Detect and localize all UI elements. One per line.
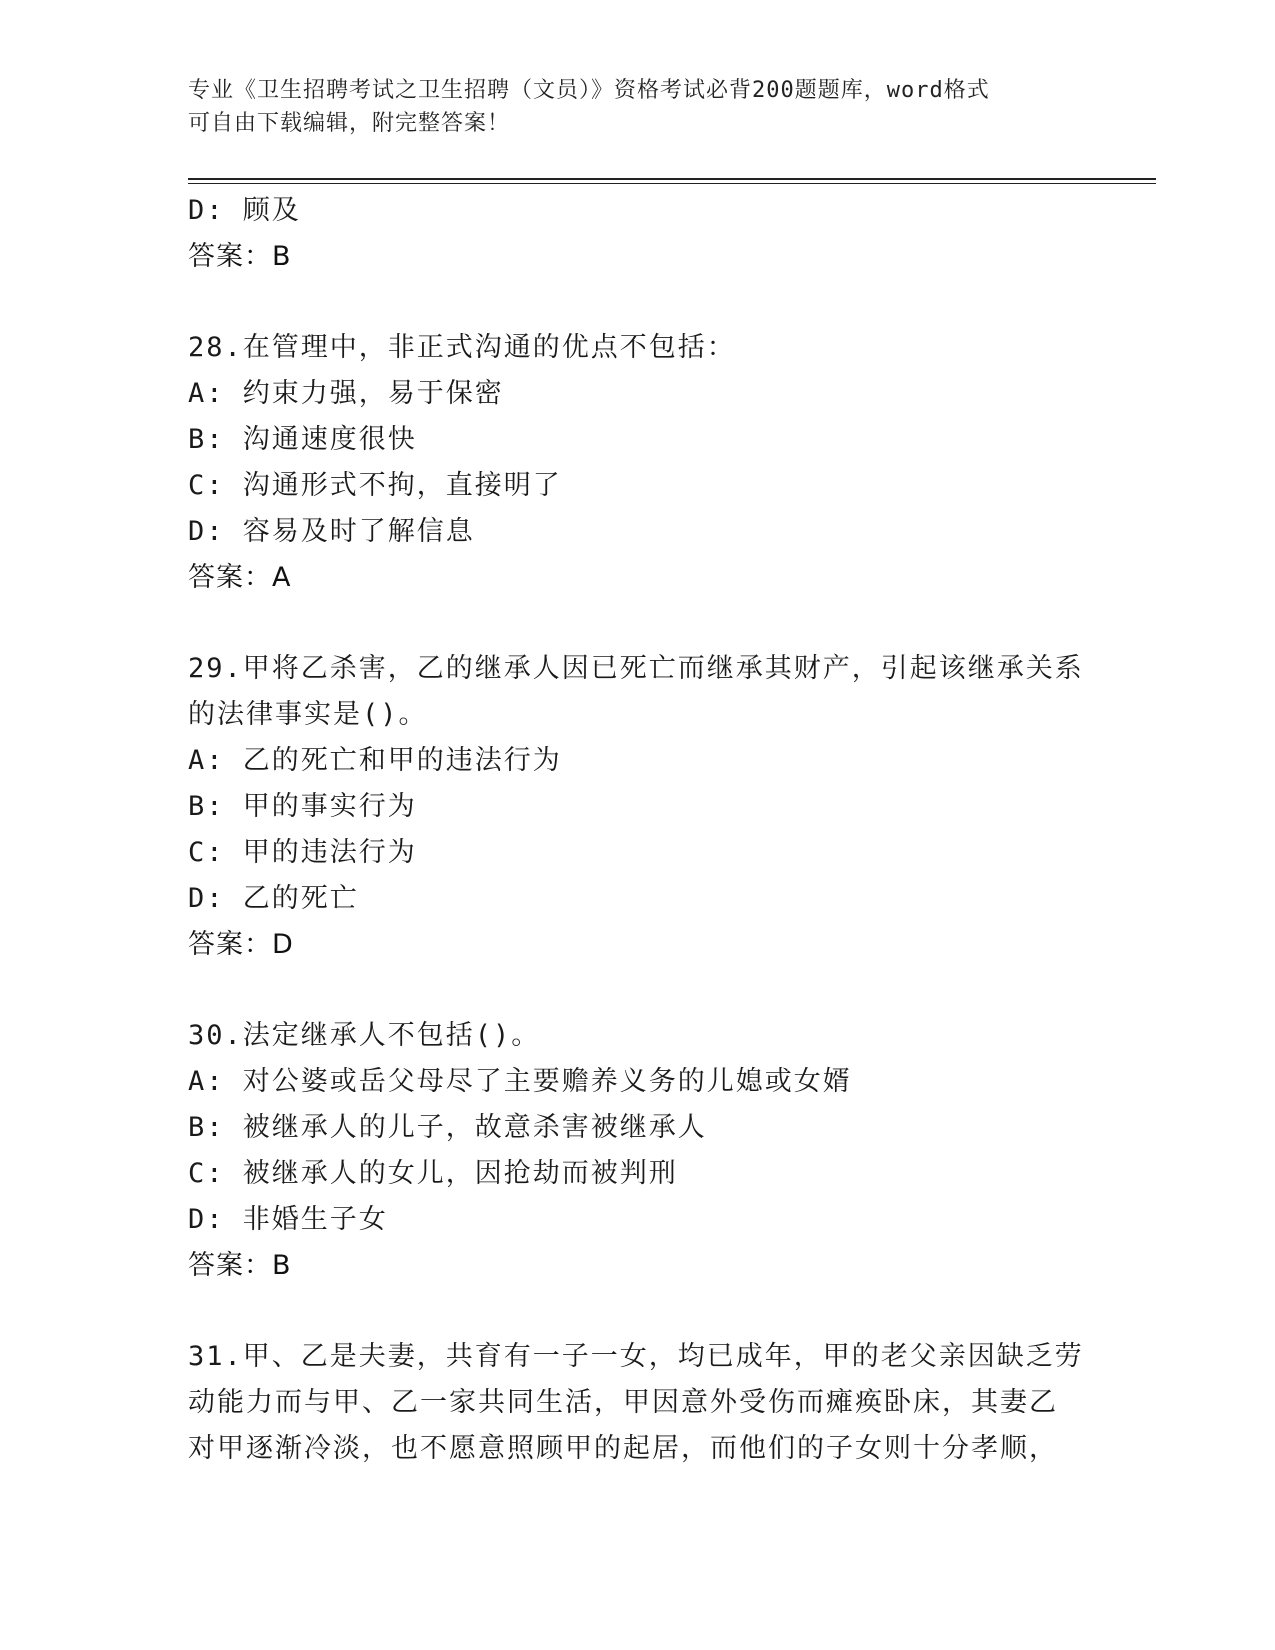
option-b: B: 被继承人的儿子，故意杀害被继承人 <box>188 1112 707 1143</box>
question-31 <box>188 1334 1088 1472</box>
question-stem-line-2: 动能力而与甲、乙一家共同生活，甲因意外受伤而瘫痪卧床，其妻乙 <box>188 1387 1058 1418</box>
option-a: A: 对公婆或岳父母尽了主要赡养义务的儿媳或女婿 <box>188 1066 852 1097</box>
answer-line: 答案：B <box>188 1250 292 1281</box>
header-title-line-1: 专业《卫生招聘考试之卫生招聘（文员）》资格考试必背200题题库，word格式 <box>188 78 990 103</box>
question-30 <box>188 1013 1088 1289</box>
answer-line: 答案：A <box>188 562 292 593</box>
question-stem-line-3: 对甲逐渐冷淡，也不愿意照顾甲的起居，而他们的子女则十分孝顺， <box>188 1433 1058 1464</box>
header-title-line-2: 可自由下载编辑，附完整答案！ <box>188 111 511 136</box>
option-a: A: 乙的死亡和甲的违法行为 <box>188 745 562 776</box>
answer-line: 答案：D <box>188 929 294 960</box>
question-29 <box>188 646 1088 968</box>
question-stem-line-1: 29.甲将乙杀害，乙的继承人因已死亡而继承其财产，引起该继承关系 <box>188 653 1084 684</box>
option-d: D: 顾及 <box>188 195 301 226</box>
option-d: D: 非婚生子女 <box>188 1204 388 1235</box>
question-stem: 30.法定继承人不包括()。 <box>188 1020 541 1051</box>
header-divider-thin <box>188 183 1156 184</box>
option-c: C: 被继承人的女儿，因抢劫而被判刑 <box>188 1158 678 1189</box>
question-28 <box>188 325 1088 601</box>
question-stem: 28.在管理中，非正式沟通的优点不包括： <box>188 332 736 363</box>
option-a: A: 约束力强，易于保密 <box>188 378 504 409</box>
question-spacer <box>188 280 1088 325</box>
question-stem-line-2: 的法律事实是()。 <box>188 699 428 730</box>
question-spacer <box>188 1289 1088 1334</box>
question-stem-line-1: 31.甲、乙是夫妻，共育有一子一女，均已成年，甲的老父亲因缺乏劳 <box>188 1341 1084 1372</box>
option-b: B: 沟通速度很快 <box>188 424 417 455</box>
header-divider-thick <box>188 178 1156 180</box>
option-b: B: 甲的事实行为 <box>188 791 417 822</box>
question-spacer <box>188 968 1088 1013</box>
answer-line: 答案：B <box>188 241 292 272</box>
option-c: C: 甲的违法行为 <box>188 837 417 868</box>
document-header <box>188 74 1088 140</box>
option-d: D: 乙的死亡 <box>188 883 359 914</box>
option-c: C: 沟通形式不拘，直接明了 <box>188 470 562 501</box>
option-d: D: 容易及时了解信息 <box>188 516 475 547</box>
question-content <box>188 188 1088 1472</box>
question-spacer <box>188 601 1088 646</box>
